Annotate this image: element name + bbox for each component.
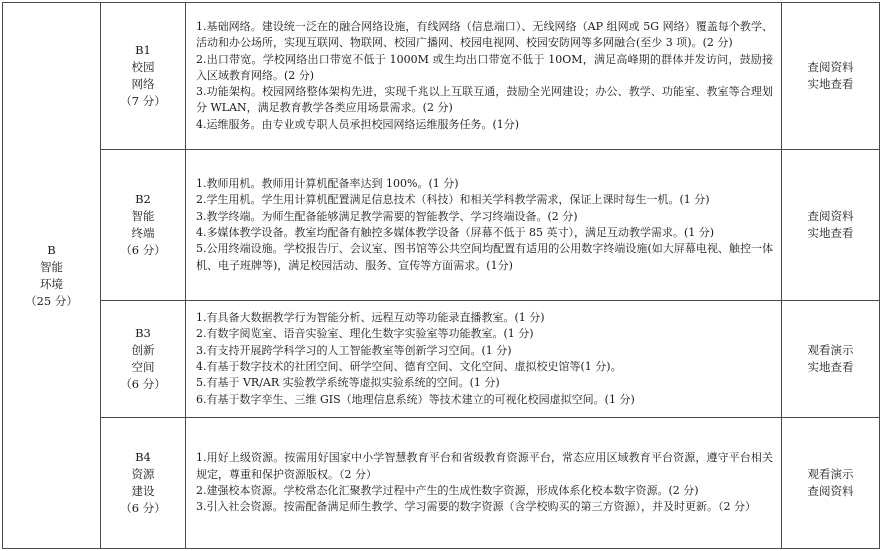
method-line2: 实地查看: [807, 226, 854, 240]
criteria-cell: [186, 301, 782, 418]
indicator-score: （6 分）: [120, 243, 166, 257]
indicator-name-line1: 创新: [131, 343, 155, 357]
table-row: [3, 3, 880, 150]
method-line2: 实地查看: [807, 360, 854, 374]
indicator-name-line1: 校园: [131, 60, 155, 74]
method-cell: [782, 301, 880, 418]
indicator-name-line2: 网络: [131, 77, 155, 91]
indicator-code: B1: [135, 43, 151, 57]
indicator-name-line2: 空间: [131, 360, 155, 374]
indicator-name-line1: 资源: [131, 467, 155, 481]
criteria-item: 5.公用终端设施。学校报告厅、会议室、图书馆等公共空间均配置有适用的公用数字终端设施(如大屏幕电视、触控一体机、电子班牌等)，满足校园活动、服务、宣传等方面需求。(1分): [196, 242, 773, 272]
indicator-score: （6 分）: [120, 377, 166, 391]
method-line2: 查阅资料: [807, 484, 854, 498]
indicator-code: B2: [135, 192, 151, 206]
criteria-item: 1.用好上级资源。按需用好国家中小学智慧教育平台和省级教育资源平台，常态应用区域教育平台资源，遵守平台相关规定，尊重和保护资源版权。（2 分）: [196, 451, 773, 481]
indicator-cell: [101, 3, 186, 150]
indicator-name-line2: 终端: [131, 226, 155, 240]
category-score: （25 分）: [25, 293, 78, 308]
criteria-item: 6.有基于数字孪生、三维 GIS（地理信息系统）等技术建立的可视化校园虚拟空间。(1 分): [196, 392, 635, 406]
criteria-item: 2.出口带宽。学校网络出口带宽不低于 1000M 或生均出口带宽不低于 10OM，满足高峰期的群体并发访问，鼓励接入区域教育网络。(2 分): [196, 52, 773, 82]
method-cell: [782, 3, 880, 150]
indicator-cell: [101, 301, 186, 418]
criteria-item: 3.功能架构。校园网络整体架构先进，实现千兆以上互联互通，鼓励全光网建设；办公、教学、功能室、教室等合理划分 WLAN，满足教育教学各类应用场景需求。(2 分): [196, 85, 773, 115]
category-name-line2: 环境: [40, 276, 63, 291]
indicator-name-line2: 建设: [131, 484, 155, 498]
table-row: [3, 418, 880, 549]
indicator-cell: [101, 150, 186, 301]
criteria-item: 1.基础网络。建设统一泛在的融合网络设施，有线网络（信息端口）、无线网络（AP 组网或 5G 网络）覆盖每个教学、活动和办公场所，实现互联网、物联网、校园广播网、校园电视网、校园安防网等多网融合(至少 3 项)。(2 分): [196, 19, 773, 50]
criteria-item: 3.教学终端。为师生配备能够满足教学需要的智能教学、学习终端设备。(2 分): [196, 209, 578, 223]
method-cell: [782, 150, 880, 301]
category-name-line1: 智能: [40, 259, 63, 274]
evaluation-table: [2, 2, 880, 549]
criteria-item: 1.有具备大数据教学行为智能分析、远程互动等功能录直播教室。(1 分): [196, 311, 545, 325]
method-line1: 观看演示: [807, 467, 854, 481]
criteria-item: 2.有数字阅览室、语音实验室、理化生数字实验室等功能教室。(1 分): [196, 327, 534, 341]
category-code: B: [47, 242, 56, 257]
criteria-item: 3.有支持开展跨学科学习的人工智能教室等创新学习空间。(1 分): [196, 343, 512, 357]
criteria-item: 3.引入社会资源。按需配备满足师生教学、学习需要的数字资源（含学校购买的第三方资源），并及时更新。（2 分）: [196, 500, 756, 514]
table-row: [3, 150, 880, 301]
method-line1: 观看演示: [807, 343, 854, 357]
criteria-cell: [186, 418, 782, 549]
criteria-cell: [186, 3, 782, 150]
indicator-code: B4: [135, 450, 151, 464]
table-row: [3, 301, 880, 418]
criteria-item: 4.有基于数字技术的社团空间、研学空间、德育空间、文化空间、虚拟校史馆等(1 分)。: [196, 360, 622, 373]
criteria-item: 4.运维服务。由专业或专职人员承担校园网络运维服务任务。(1分): [196, 117, 520, 131]
criteria-cell: [186, 150, 782, 301]
category-cell: [3, 3, 101, 549]
criteria-item: 5.有基于 VR/AR 实验教学系统等虚拟实验系统的空间。(1 分): [196, 376, 500, 390]
method-line1: 查阅资料: [807, 209, 854, 223]
indicator-name-line1: 智能: [131, 209, 155, 223]
method-cell: [782, 418, 880, 549]
method-line1: 查阅资料: [807, 60, 854, 74]
criteria-item: 4.多媒体教学设备。教室均配备有触控多媒体教学设备（屏幕不低于 85 英寸），满足互动教学需求。(1 分): [196, 226, 715, 239]
indicator-score: （7 分）: [120, 94, 166, 108]
indicator-code: B3: [135, 326, 151, 340]
criteria-item: 2.学生用机。学生用计算机配置满足信息技术（科技）和相关学科教学需求，保证上课时每生一机。(1 分): [196, 193, 710, 207]
criteria-item: 2.建强校本资源。学校常态化汇聚教学过程中产生的生成性数字资源，形成体系化校本数字资源。(2 分): [196, 484, 699, 497]
criteria-item: 1.教师用机。教师用计算机配备率达到 100%。(1 分): [196, 177, 459, 191]
method-line2: 实地查看: [807, 77, 854, 91]
indicator-cell: [101, 418, 186, 549]
indicator-score: （6 分）: [120, 501, 166, 515]
